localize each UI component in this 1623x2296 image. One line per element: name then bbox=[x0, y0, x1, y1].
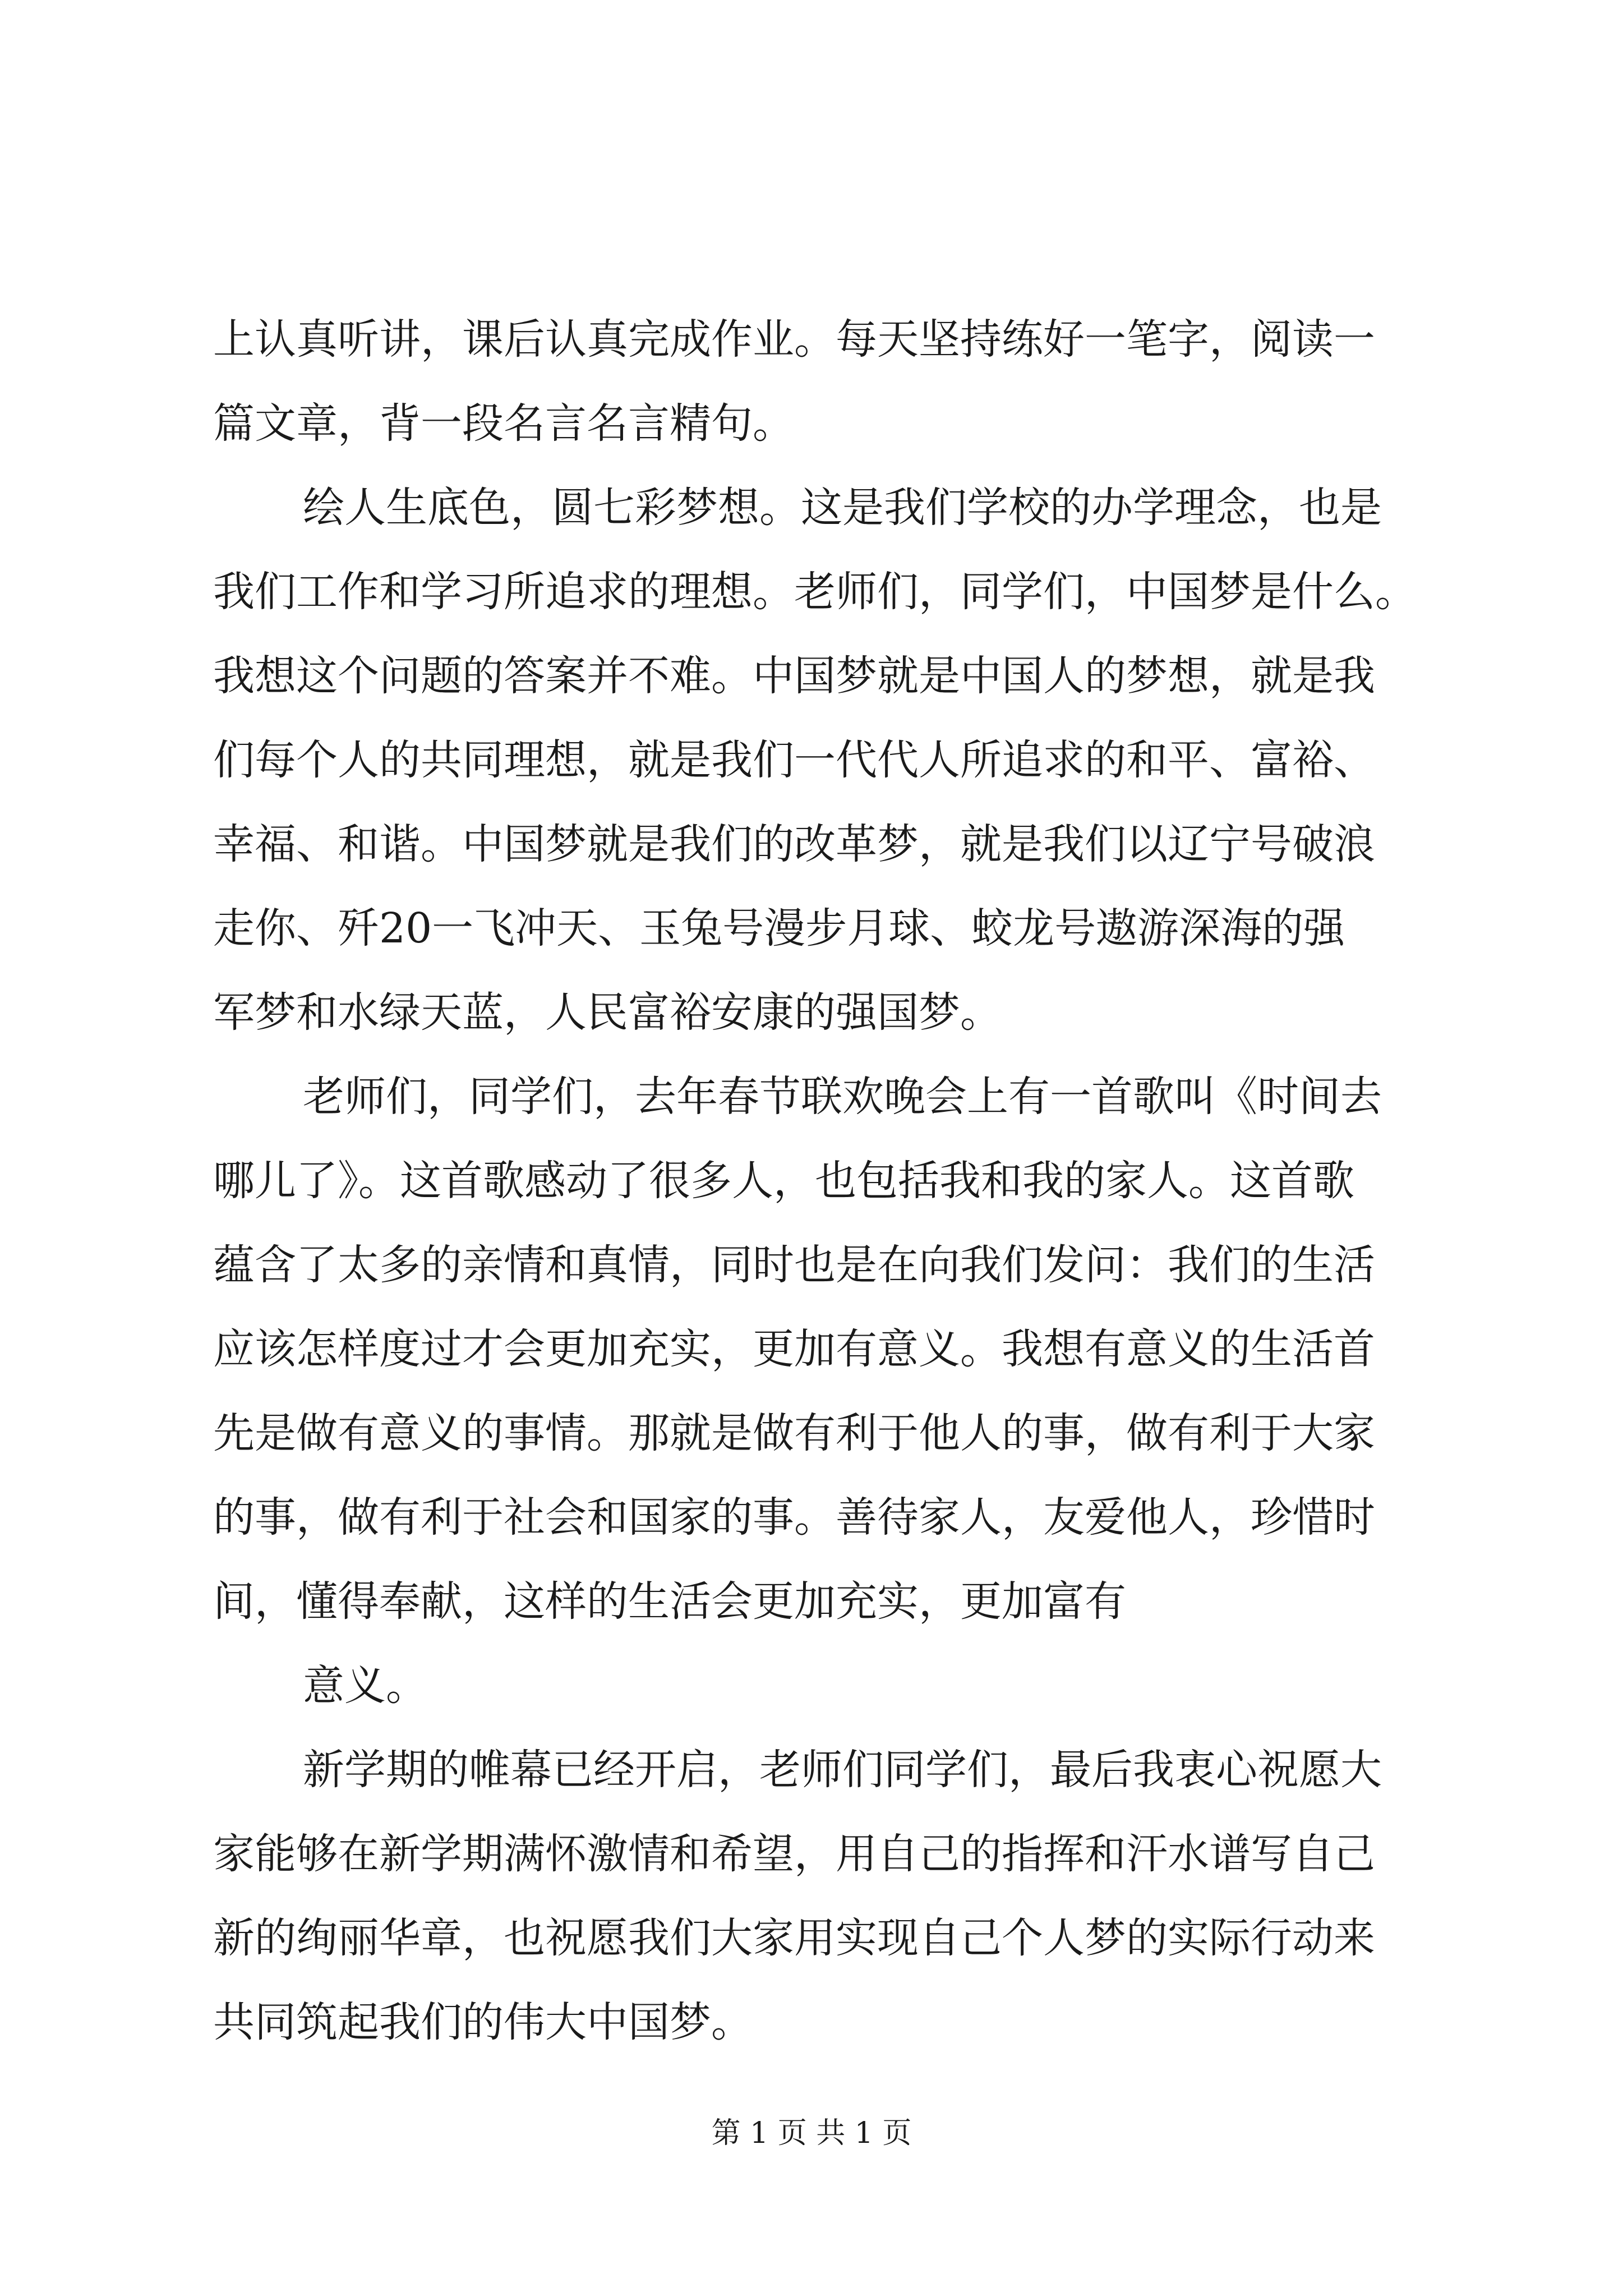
text-line: 幸福、和谐。中国梦就是我们的改革梦，就是我们以辽宁号破浪 bbox=[213, 820, 1375, 868]
text-line: 新学期的帷幕已经开启，老师们同学们，最后我衷心祝愿大 bbox=[303, 1746, 1382, 1794]
body-text bbox=[213, 297, 1419, 2064]
text-line: 共同筑起我们的伟大中国梦。 bbox=[213, 1998, 753, 2046]
text-line: 蕴含了太多的亲情和真情，同时也是在向我们发问：我们的生活 bbox=[213, 1241, 1375, 1289]
text-line: 应该怎样度过才会更加充实，更加有意义。我想有意义的生活首 bbox=[213, 1325, 1375, 1373]
text-line: 军梦和水绿天蓝，人民富裕安康的强国梦。 bbox=[213, 988, 1002, 1037]
text-line: 意义。 bbox=[303, 1662, 427, 1710]
text-line: 走你、歼20一飞冲天、玉兔号漫步月球、蛟龙号遨游深海的强 bbox=[213, 904, 1345, 953]
text-line: 篇文章，背一段名言名言精句。 bbox=[213, 399, 794, 448]
text-line: 上认真听讲，课后认真完成作业。每天坚持练好一笔字，阅读一 bbox=[213, 315, 1375, 364]
text-line: 家能够在新学期满怀激情和希望，用自己的指挥和汗水谱写自己 bbox=[213, 1830, 1375, 1878]
text-line: 我们工作和学习所追求的理想。老师们，同学们，中国梦是什么。 bbox=[213, 568, 1417, 616]
text-line: 的事，做有利于社会和国家的事。善待家人，友爱他人，珍惜时 bbox=[213, 1493, 1375, 1542]
text-line: 哪儿了》。这首歌感动了很多人，也包括我和我的家人。这首歌 bbox=[213, 1157, 1354, 1205]
text-line: 间，懂得奉献，这样的生活会更加充实，更加富有 bbox=[213, 1577, 1126, 1626]
text-line: 我想这个问题的答案并不难。中国梦就是中国人的梦想，就是我 bbox=[213, 652, 1375, 700]
text-line: 先是做有意义的事情。那就是做有利于他人的事，做有利于大家 bbox=[213, 1409, 1375, 1457]
text-line: 们每个人的共同理想，就是我们一代代人所追求的和平、富裕、 bbox=[213, 736, 1375, 784]
text-line: 老师们，同学们，去年春节联欢晚会上有一首歌叫《时间去 bbox=[303, 1073, 1382, 1121]
page-footer: 第 1 页 共 1 页 bbox=[711, 2116, 912, 2150]
text-line: 新的绚丽华章，也祝愿我们大家用实现自己个人梦的实际行动来 bbox=[213, 1914, 1375, 1962]
text-line: 绘人生底色，圆七彩梦想。这是我们学校的办学理念，也是 bbox=[303, 484, 1382, 532]
